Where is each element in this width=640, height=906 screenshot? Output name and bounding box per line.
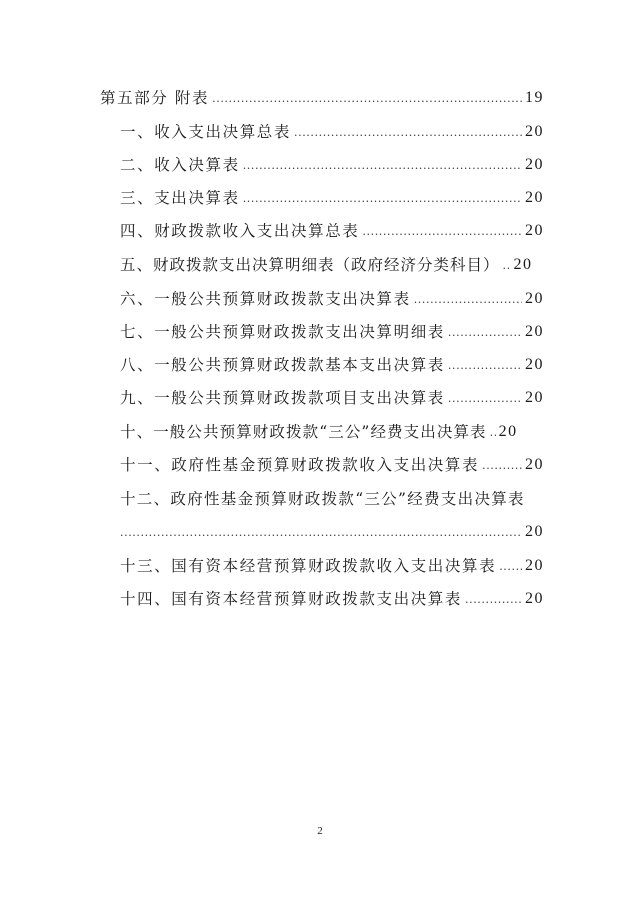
toc-entry-label: 五、财政拨款支出决算明细表（政府经济分类科目） [120,256,500,274]
toc-entry-11[interactable] [120,451,544,475]
toc-leader-dots [448,393,522,405]
toc-entry-label: 二、收入决算表 [120,156,240,174]
toc-page-number: 20 [525,290,544,307]
toc-entry-label: 十三、国有资本经营预算财政拨款收入支出决算表 [120,557,497,575]
toc-entry-2[interactable] [120,151,544,175]
toc-leader-dots [212,93,522,105]
toc-entry-12-continuation[interactable] [120,518,544,542]
toc-entry-label: 九、一般公共预算财政拨款项目支出决算表 [120,389,445,407]
toc-page-number: 20 [525,123,544,140]
toc-page-number: 20 [525,356,544,373]
toc-leader-dots [120,527,522,539]
toc-entry-4[interactable] [120,217,544,241]
toc-entry-3[interactable] [120,184,544,208]
toc-entry-8[interactable] [120,351,544,375]
toc-entry-label: 六、一般公共预算财政拨款支出决算表 [120,290,411,308]
toc-page-number: 20 [525,590,544,607]
toc-entry-label: 十四、国有资本经营预算财政拨款支出决算表 [120,590,463,608]
toc-page-number: 20 [525,323,544,340]
toc-entry-label: 七、一般公共预算财政拨款支出决算明细表 [120,323,445,341]
toc-section-appendix[interactable] [100,84,544,108]
toc-page-number: 20 [525,156,544,173]
page-footer-number: 2 [317,825,323,837]
toc-page-number: 20 [498,423,518,440]
toc-leader-dots [490,427,496,439]
toc-page-number: 19 [525,89,544,106]
toc-leader-dots [243,193,522,205]
toc-page-number: 20 [525,523,544,540]
toc-entry-9[interactable] [120,384,544,408]
toc-entry-label: 三、支出决算表 [120,189,240,207]
toc-page-number: 20 [513,256,533,273]
toc-entry-label: 十、一般公共预算财政拨款“三公”经费支出决算表 [120,423,487,441]
toc-entry-label: 一、收入支出决算总表 [120,123,292,141]
toc-entry-7[interactable] [120,318,544,342]
toc-leader-dots [414,294,522,306]
toc-leader-dots [294,127,522,139]
toc-entry-10[interactable] [120,418,544,442]
toc-leader-dots [448,327,522,339]
toc-leader-dots [465,594,522,606]
toc-entry-label: 八、一般公共预算财政拨款基本支出决算表 [120,356,445,374]
toc-leader-dots [482,460,522,472]
toc-entry-5[interactable] [120,251,544,275]
toc-entry-6[interactable] [120,285,544,309]
toc-entry-label: 十一、政府性基金预算财政拨款收入支出决算表 [120,456,480,474]
toc-leader-dots [503,260,511,272]
toc-leader-dots [448,360,522,372]
toc-page-number: 20 [525,557,544,574]
toc-page-number: 20 [525,456,544,473]
toc-leader-dots [362,226,522,238]
toc-entry-label: 十二、政府性基金预算财政拨款“三公”经费支出决算表 [120,490,525,508]
toc-entry-label: 第五部分 附表 [100,89,210,107]
toc-page-number: 20 [525,189,544,206]
toc-entry-14[interactable] [120,585,544,609]
toc-entry-12[interactable] [120,485,544,509]
toc-page-number: 20 [525,389,544,406]
toc-entry-1[interactable] [120,118,544,142]
toc-entry-13[interactable] [120,552,544,576]
toc-entry-label: 四、财政拨款收入支出决算总表 [120,222,360,240]
toc-leader-dots [243,160,522,172]
toc-leader-dots [499,561,522,573]
toc-page-number: 20 [525,222,544,239]
